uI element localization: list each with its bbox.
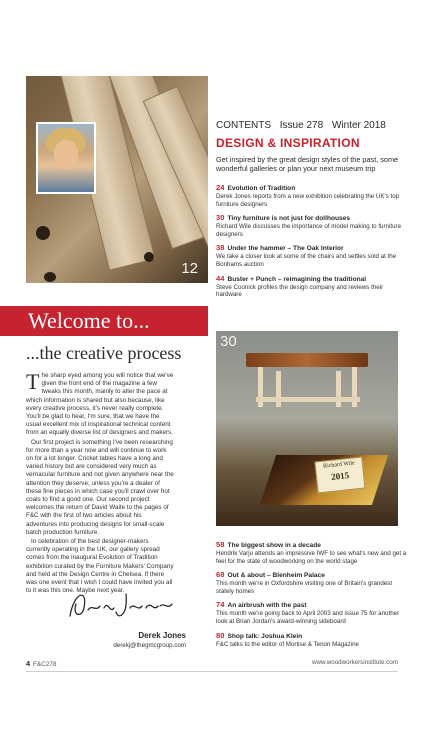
- contents-label: CONTENTS: [216, 120, 271, 131]
- drop-cap: T: [26, 369, 40, 394]
- toc-description: Hendrik Varju attends an impressive IWF to see what's new and get a feel for the state of woodworking on the world stage: [216, 550, 407, 565]
- toc-item[interactable]: [216, 541, 408, 565]
- toc-item[interactable]: [216, 214, 408, 238]
- maker-plate: [314, 457, 365, 494]
- table-top: [246, 353, 368, 367]
- toc-description: F&C talks to the editor of Mortise & Tenon Magazine: [216, 640, 359, 648]
- bench-hole: [44, 272, 56, 282]
- intro-paragraph: In celebration of the best designer-makers currently operating in the UK, our gallery spread comes from the inaugural Evolution of Tradition exhibition curated by the Furniture Makers' Company and held at the Design Centre in Chelsea. If there was one event that I wish I could have invited you all to it was this one. Maybe next year.: [26, 538, 174, 595]
- intro-paragraph-text: he sharp eyed among you will notice that we've given the front end of the magazine a few tweaks this month, mainly to alter the pace at which information is shared but also because, like every creative process, it's never really complete. You'll be glad to hear, I'm sure, that we have the usual excellent mix of inspirational technical content from an equally diverse list of designers and makers.: [26, 372, 174, 437]
- footer-divider: [26, 671, 398, 672]
- table-rail: [256, 397, 360, 402]
- toc-page-number: 68: [216, 570, 225, 580]
- toc-item[interactable]: [216, 184, 408, 208]
- bench-hole: [36, 226, 50, 240]
- footer-folio: [26, 659, 56, 668]
- workbench-photo: [26, 76, 208, 283]
- issue-date: Winter 2018: [331, 120, 386, 131]
- toc-description: Richard Wile discusses the importance of model making to furniture designers: [216, 223, 402, 238]
- toc-item[interactable]: [216, 571, 408, 595]
- toc-item[interactable]: [216, 632, 408, 649]
- toc-title: Evolution of Tradition: [227, 185, 296, 192]
- toc-page-number: 74: [216, 600, 225, 610]
- photo-page-number: 12: [181, 260, 198, 277]
- author-email[interactable]: derekj@thegmcgroup.com: [113, 642, 186, 649]
- welcome-banner: [0, 306, 208, 336]
- footer-issue-code: F&C278: [33, 661, 57, 668]
- miniature-furniture-photo: [216, 331, 398, 526]
- plate-maker: Richard Wile: [322, 460, 356, 470]
- issue-number: Issue 278: [279, 120, 324, 131]
- footer-page-number: 4: [26, 659, 30, 668]
- toc-title: Under the hammer – The Oak Interior: [227, 245, 344, 253]
- author-name: Derek Jones: [138, 631, 186, 640]
- toc-description: Steve Coonick profiles the design company and reviews their hardware: [216, 283, 384, 299]
- photo-page-number: 30: [220, 333, 237, 350]
- author-portrait: [36, 122, 96, 194]
- intro-paragraph: [26, 369, 174, 438]
- welcome-title: Welcome to...: [28, 308, 150, 333]
- footer-website[interactable]: www.woodworkersinstitute.com: [312, 659, 398, 666]
- toc-title: The biggest show in a decade: [227, 542, 321, 549]
- toc-title: An airbrush with the past: [227, 602, 307, 610]
- toc-title: Shop talk: Joshua Klein: [227, 632, 303, 640]
- welcome-subtitle: ...the creative process: [26, 343, 182, 363]
- toc-page-number: 44: [216, 273, 225, 283]
- toc-page-number: 24: [216, 183, 225, 192]
- toc-item[interactable]: [216, 601, 408, 625]
- toc-page-number: 30: [216, 213, 225, 223]
- intro-paragraph: Our first project is something I've been researching for more than a year now and will continue to work on for a lot longer. Cricket tables have a long and varied history but are considered very much as vernacular furniture and not given anywhere near the attention they deserve; unless you're a dealer of these fine pieces in which case you'll crawl over hot coals to find a good one. Our second project welcomes the return of David Waite to the pages of F&C with the first of two articles about his adventures into producing designs for small-scale batch production furniture.: [26, 438, 174, 536]
- signature-image: [66, 586, 176, 622]
- toc-item[interactable]: [216, 244, 408, 268]
- contents-list-top: [216, 184, 408, 305]
- contents-header: [216, 120, 392, 131]
- toc-page-number: 58: [216, 540, 225, 549]
- toc-title: Buster + Punch – reimagining the traditional: [227, 275, 367, 283]
- section-description: Get inspired by the great design styles of the past, some wonderful galleries or plan your next museum trip: [216, 155, 399, 174]
- toc-item[interactable]: [216, 275, 408, 299]
- contents-list-bottom: [216, 541, 408, 654]
- toc-title: Out & about – Blenheim Palace: [227, 572, 325, 580]
- editor-letter: [26, 369, 174, 596]
- toc-page-number: 80: [216, 630, 225, 640]
- toc-description: This month we're going back to April 2003 and issue 75 for another look at Brian Jordan's award-winning sideboard: [216, 610, 400, 625]
- toc-description: This month we're in Oxfordshire visiting one of Britain's grandest stately homes: [216, 580, 393, 595]
- toc-title: Tiny furniture is not just for dollhouses: [227, 215, 351, 223]
- bench-hole: [144, 252, 154, 262]
- plate-year: 2015: [330, 470, 350, 482]
- section-title: DESIGN & INSPIRATION: [216, 136, 360, 150]
- toc-page-number: 38: [216, 243, 225, 253]
- toc-description: Derek Jones reports from a new exhibition celebrating the UK's top furniture designers: [216, 193, 400, 208]
- toc-description: We take a closer look at some of the chairs and settles sold at the Bonhams auction: [216, 253, 397, 268]
